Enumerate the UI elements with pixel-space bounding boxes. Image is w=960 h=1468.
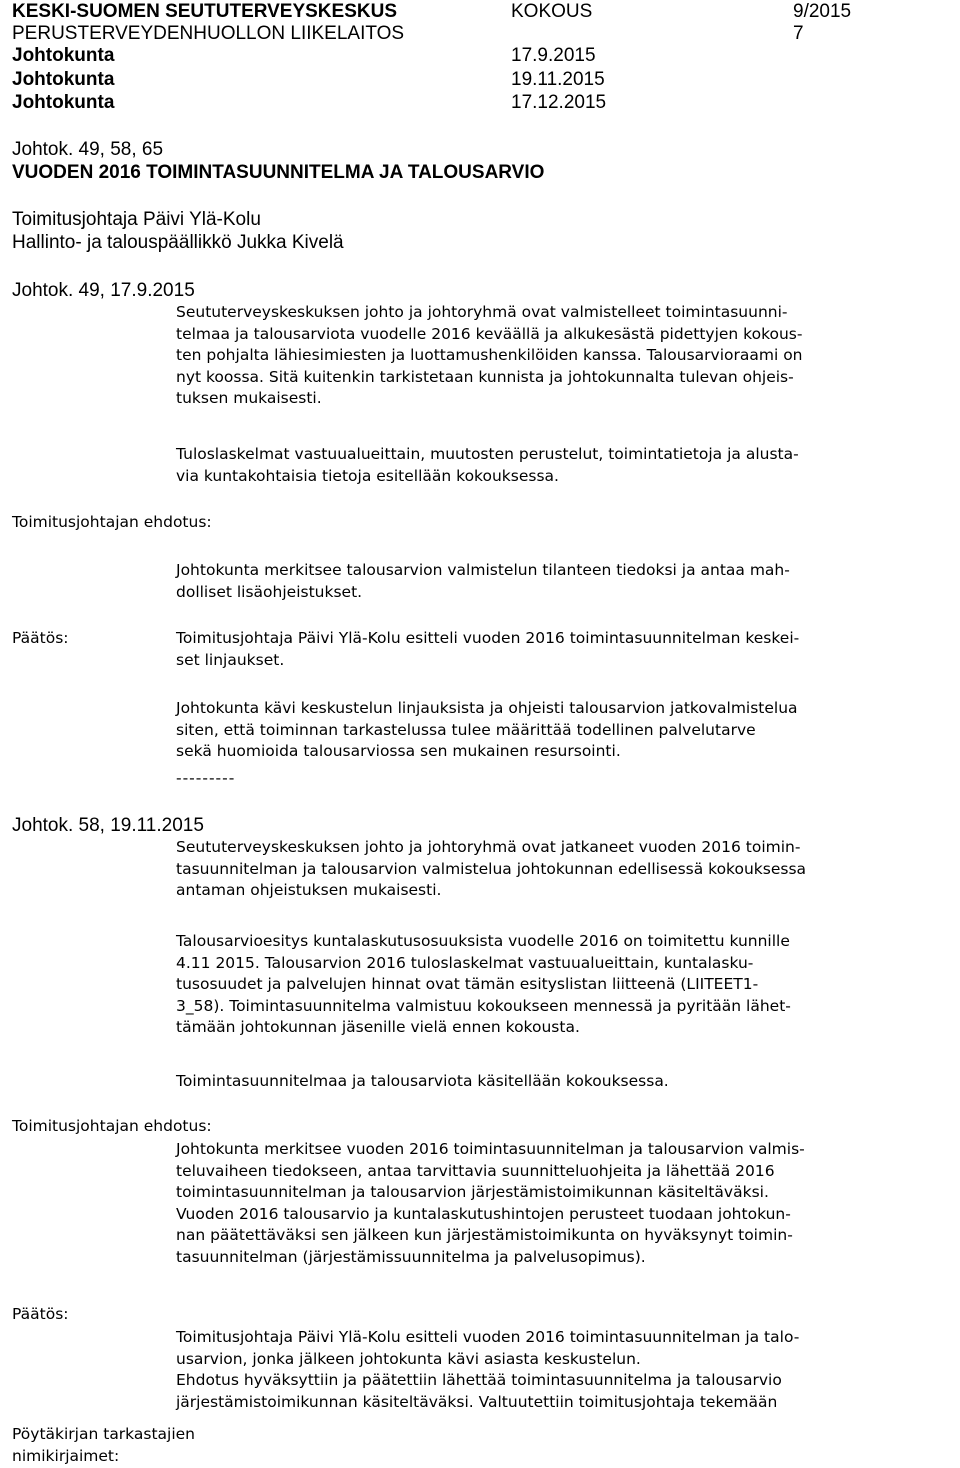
text-line: via kuntakohtaisia tietoja esitellään kokouksessa.: [176, 466, 559, 485]
text-line: antaman ohjeistuksen mukaisesti.: [176, 881, 442, 899]
org-name-line2: PERUSTERVEYDENHUOLLON LIIKELAITOS: [12, 23, 405, 44]
text-line: nan päätettäväksi sen jälkeen kun järjestämistoimikunta on hyväksynyt toimin-: [176, 1226, 793, 1244]
text-line: Johtokunta merkitsee talousarvion valmistelun tilanteen tiedoksi ja antaa mah-: [176, 561, 790, 579]
text-line: tasuunnitelman (järjestämissuunnitelma ja palvelusopimus).: [176, 1247, 646, 1266]
decision-label: Päätös:: [12, 629, 69, 647]
text-line: Toimitusjohtaja Päivi Ylä-Kolu esitteli vuoden 2016 toimintasuunnitelman ja talo-: [176, 1328, 800, 1346]
item-title: VUODEN 2016 TOIMINTASUUNNITELMA JA TALOUSARVIO: [12, 162, 545, 183]
meeting-date: 17.9.2015: [511, 45, 596, 66]
section1-decision-1: [176, 628, 956, 671]
section2-proposal: [176, 1139, 956, 1268]
text-line: 4.11 2015. Talousarvion 2016 tuloslaskelmat vastuualueittain, kuntalasku-: [176, 953, 754, 972]
text-line: ten pohjalta lähiesimiesten ja luottamushenkilöiden kanssa. Talousarvioraami on: [176, 346, 803, 364]
section2-paragraph-3: [176, 1071, 956, 1093]
signature-label-line2: nimikirjaimet:: [12, 1447, 120, 1465]
signature-label-line1: Pöytäkirjan tarkastajien: [12, 1425, 196, 1443]
section1-decision-2: [176, 698, 956, 763]
text-line: tuksen mukaisesti.: [176, 389, 322, 407]
text-line: Ehdotus hyväksyttiin ja päätettiin lähettää toimintasuunnitelma ja talousarvio: [176, 1371, 782, 1389]
item-reference: Johtok. 49, 58, 65: [12, 139, 164, 160]
meeting-body: Johtokunta: [12, 92, 115, 113]
text-line: tusosuudet ja palvelujen hinnat ovat tämän esityslistan liitteenä (LIITEET1-: [176, 975, 759, 993]
doc-type: KOKOUS: [511, 1, 593, 22]
presenter-1: Toimitusjohtaja Päivi Ylä-Kolu: [12, 209, 261, 230]
text-line: nyt koossa. Sitä kuitenkin tarkistetaan kunnista ja johtokunnalta tulevan ohjeis-: [176, 367, 794, 386]
section-reference: Johtok. 49, 17.9.2015: [12, 280, 195, 301]
proposal-label: Toimitusjohtajan ehdotus:: [12, 513, 212, 531]
section1-paragraph-1: [176, 302, 956, 410]
text-line: Toimintasuunnitelmaa ja talousarviota käsitellään kokouksessa.: [176, 1072, 669, 1090]
text-line: Johtokunta merkitsee vuoden 2016 toimintasuunnitelman ja talousarvion valmis-: [176, 1140, 805, 1158]
doc-number: 9/2015: [793, 1, 852, 22]
text-line: Vuoden 2016 talousarvio ja kuntalaskutushintojen perusteet tuodaan johtokun-: [176, 1204, 791, 1223]
text-line: Tuloslaskelmat vastuualueittain, muutosten perustelut, toimintatietoja ja alusta-: [176, 445, 799, 463]
text-line: tämään johtokunnan jäsenille vielä ennen kokousta.: [176, 1018, 580, 1036]
text-line: toimintasuunnitelman ja talousarvion järjestämistoimikunnan käsiteltäväksi.: [176, 1183, 769, 1201]
text-line: telmaa ja talousarviota vuodelle 2016 keväällä ja alkukesästä pidettyjen kokous-: [176, 324, 803, 343]
section2-paragraph-1: [176, 837, 956, 902]
separator-dashes: ---------: [176, 769, 236, 787]
org-name-line1: KESKI-SUOMEN SEUTUTERVEYSKESKUS: [12, 1, 397, 22]
meeting-body: Johtokunta: [12, 69, 115, 90]
text-line: Toimitusjohtaja Päivi Ylä-Kolu esitteli vuoden 2016 toimintasuunnitelman keskei-: [176, 629, 800, 647]
presenter-2: Hallinto- ja talouspäällikkö Jukka Kivelä: [12, 232, 344, 253]
decision-label: Päätös:: [12, 1305, 69, 1323]
proposal-label: Toimitusjohtajan ehdotus:: [12, 1117, 212, 1135]
text-line: set linjaukset.: [176, 650, 285, 669]
text-line: sekä huomioida talousarviossa sen mukainen resursointi.: [176, 742, 621, 760]
text-line: Johtokunta kävi keskustelun linjauksista ja ohjeisti talousarvion jatkovalmistelua: [176, 699, 798, 717]
meeting-date: 19.11.2015: [511, 69, 605, 90]
text-line: Talousarvioesitys kuntalaskutusosuuksista vuodelle 2016 on toimitettu kunnille: [176, 932, 790, 950]
section1-proposal: [176, 560, 956, 603]
text-line: järjestämistoimikunnan käsiteltäväksi. Valtuutettiin toimitusjohtaja tekemään: [176, 1392, 778, 1411]
section-reference: Johtok. 58, 19.11.2015: [12, 815, 204, 836]
text-line: dolliset lisäohjeistukset.: [176, 582, 363, 601]
section1-paragraph-2: [176, 444, 956, 487]
page-number: 7: [793, 23, 804, 44]
text-line: usarvion, jonka jälkeen johtokunta kävi asiasta keskustelun.: [176, 1349, 641, 1368]
text-line: tasuunnitelman ja talousarvion valmistelua johtokunnan edellisessä kokouksessa: [176, 859, 807, 878]
text-line: Seututerveyskeskuksen johto ja johtoryhmä ovat valmistelleet toimintasuunni-: [176, 303, 788, 321]
text-line: 3_58). Toimintasuunnitelma valmistuu kokoukseen mennessä ja pyritään lähet-: [176, 996, 791, 1015]
text-line: siten, että toiminnan tarkastelussa tulee määrittää todellinen palvelutarve: [176, 720, 756, 739]
section2-decision: [176, 1327, 956, 1413]
text-line: Seututerveyskeskuksen johto ja johtoryhmä ovat jatkaneet vuoden 2016 toimin-: [176, 838, 801, 856]
text-line: teluvaiheen tiedokseen, antaa tarvittavia suunnitteluohjeita ja lähettää 2016: [176, 1161, 775, 1180]
section2-paragraph-2: [176, 931, 956, 1039]
meeting-date: 17.12.2015: [511, 92, 607, 113]
meeting-body: Johtokunta: [12, 45, 115, 66]
